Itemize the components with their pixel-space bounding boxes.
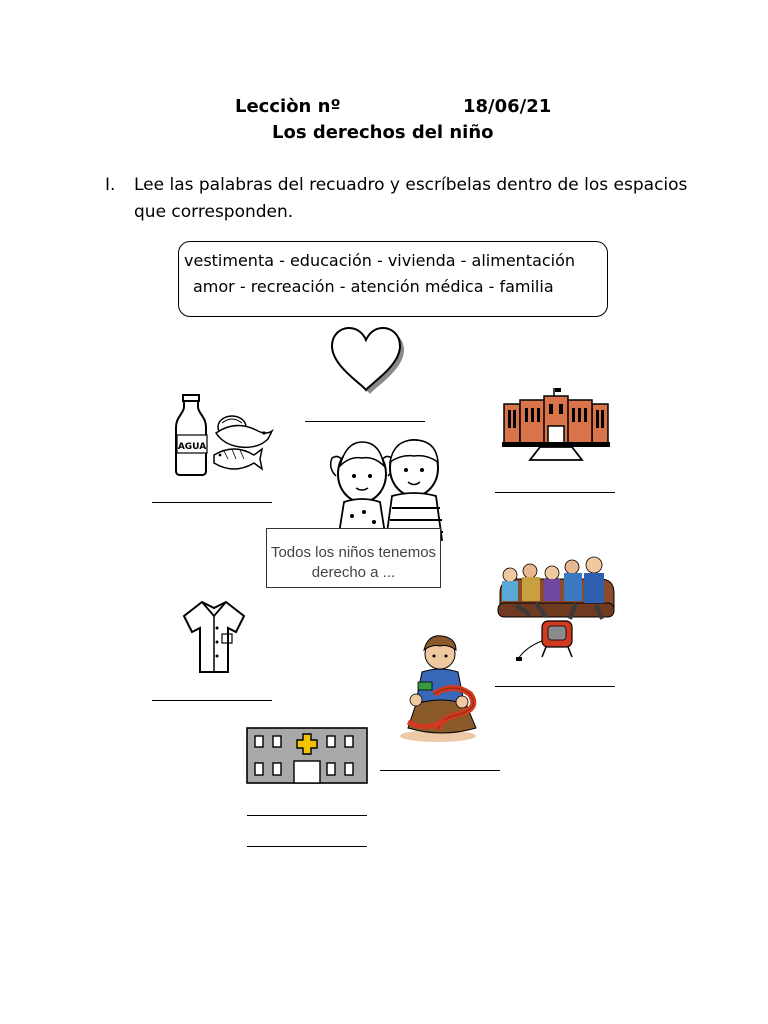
child-playing-icon	[398, 634, 484, 742]
shirt-icon	[178, 596, 250, 678]
lesson-date: 18/06/21	[463, 96, 552, 117]
lesson-label: Lecciòn nº	[235, 96, 341, 117]
instruction-line-2: que corresponden.	[134, 202, 294, 222]
school-building-icon	[500, 386, 612, 462]
answer-blank-heart[interactable]	[305, 421, 425, 422]
heart-icon	[326, 324, 406, 394]
caption-line-1: Todos los niños tenemos	[270, 544, 437, 561]
answer-blank-school[interactable]	[495, 492, 615, 493]
word-box-line-1: vestimenta - educación - vivienda - alimentación	[184, 251, 576, 270]
family-tv-icon	[496, 553, 616, 668]
answer-blank-extra-1[interactable]	[247, 815, 367, 816]
children-icon	[326, 436, 448, 542]
instruction-number: I.	[105, 175, 116, 195]
caption-box	[266, 528, 441, 588]
answer-blank-hospital[interactable]	[380, 770, 500, 771]
answer-blank-extra-2[interactable]	[247, 846, 367, 847]
page-title: Los derechos del niño	[272, 122, 494, 143]
bottle-label: AGUA	[177, 442, 207, 452]
answer-blank-shirt[interactable]	[152, 700, 272, 701]
hospital-icon	[246, 727, 368, 784]
word-box-line-2: amor - recreación - atención médica - familia	[193, 277, 554, 296]
answer-blank-food[interactable]	[152, 502, 272, 503]
caption-line-2: derecho a ...	[311, 564, 396, 581]
instruction-line-1: Lee las palabras del recuadro y escríbelas dentro de los espacios	[134, 175, 688, 195]
answer-blank-family[interactable]	[495, 686, 615, 687]
food-bottle-icon	[170, 393, 280, 483]
